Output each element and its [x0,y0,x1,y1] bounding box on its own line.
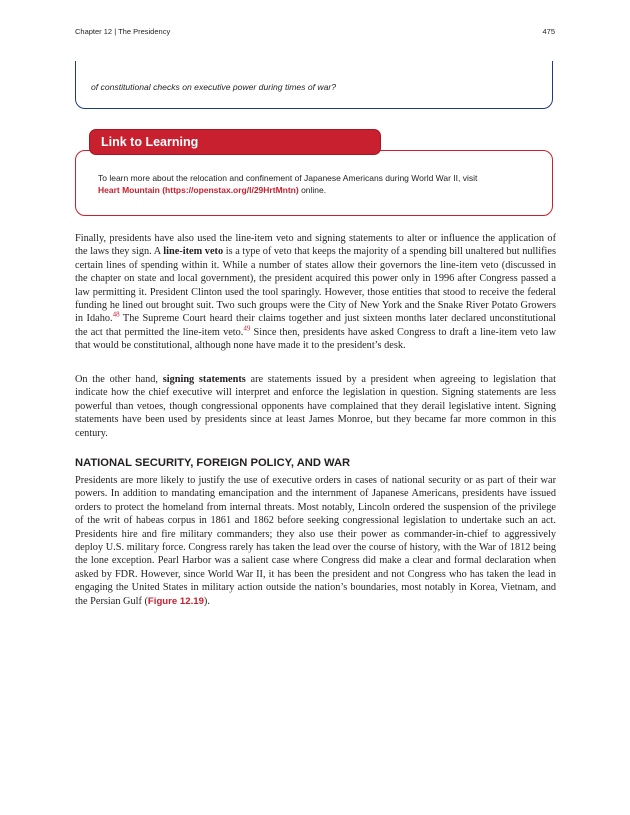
term-line-item-veto: line-item veto [163,246,224,258]
paragraph-national-security [75,474,556,608]
paragraph-signing-statements [75,373,556,440]
figure-12-19-link[interactable]: Figure 12.19 [147,595,204,607]
p3-text-b: ). [203,595,210,607]
link-to-learning-tab [89,129,381,155]
page-number: 475 [542,27,555,36]
p1-text-c: The Supreme Court heard their claims together and just sixteen months later declared unconstitutional the act that permitted the line-item veto. [75,313,556,338]
paragraph-line-item-veto [75,232,556,353]
p1-text-b: is a type of veto that keeps the majority of a spending bill unaltered but nullifies certain lines of spending within it. While a number of states allow their governors the line-item veto (discussed in the chapter on state and local government), the president acquired this power only in 1996 after Congress passed a law permitting it. President Clinton used the tool sparingly. However, those entities that stood to receive the federal funding he lined out brought suit. Two such groups were the City of New York and the Snake River Potato Growers in Idaho. [75,246,556,325]
critical-thinking-box [75,61,553,109]
link-to-learning-text [98,172,538,196]
p2-text-a: On the other hand, [75,374,163,385]
p3-text-a: Presidents are more likely to justify the use of executive orders in cases of national security or as part of their war powers. In addition to mandating emancipation and the internment of Japanese Americans, presidents have issued orders to protect the homeland from internal threats. Most notably, Lincoln ordered the suspension of the privilege of the writ of habeas corpus in 1861 and 1862 before seeking congressional legislation to undertake such an act. Presidents hire and fire military commanders; they also use their power as commander-in-chief to aggressively deploy U.S. military force. Congress rarely has taken the lead over the course of history, with the War of 1812 being the lone exception. Pearl Harbor was a salient case where Congress did make a clear and formal declaration when asked by FDR. However, since World War II, it has been the president and not Congress who has taken the lead in engaging the United States in military action outside the nation’s boundaries, most notably in Korea, Vietnam, and the Persian Gulf ( [75,475,556,607]
footnote-ref-48[interactable]: 48 [112,311,120,320]
p1-text-d: Since then, presidents have asked Congress to draft a line-item veto law that would be constitutional, although none have made it to the president’s desk. [75,326,557,352]
link-to-learning-title: Link to Learning [101,135,199,149]
link-outro: online. [298,185,327,195]
link-to-learning-box [75,150,553,216]
heart-mountain-link[interactable]: Heart Mountain (https://openstax.org/l/29HrtMntn) [98,185,299,195]
footnote-ref-49[interactable]: 49 [243,324,251,333]
term-signing-statements: signing statements [162,374,246,385]
p1-text-a: Finally, presidents have also used the line-item veto and signing statements to alter or influence the application of the laws they sign. A [75,233,556,258]
running-head [75,27,555,39]
question-text: of constitutional checks on executive power during times of war? [91,82,337,92]
link-intro: To learn more about the relocation and confinement of Japanese Americans during World War II, visit [98,173,478,183]
chapter-title: Chapter 12 | The Presidency [75,27,171,36]
p2-text-b: are statements issued by a president when agreeing to legislation that indicate how the chief executive will interpret and enforce the legislation in question. Signing statements are less powerful than vetoes, though congressional opponents have complained that they derail legislative intent. Signing statements have been used by presidents since at least James Monroe, but they became far more common in this century. [75,374,556,439]
section-heading: NATIONAL SECURITY, FOREIGN POLICY, AND WAR [75,457,351,469]
